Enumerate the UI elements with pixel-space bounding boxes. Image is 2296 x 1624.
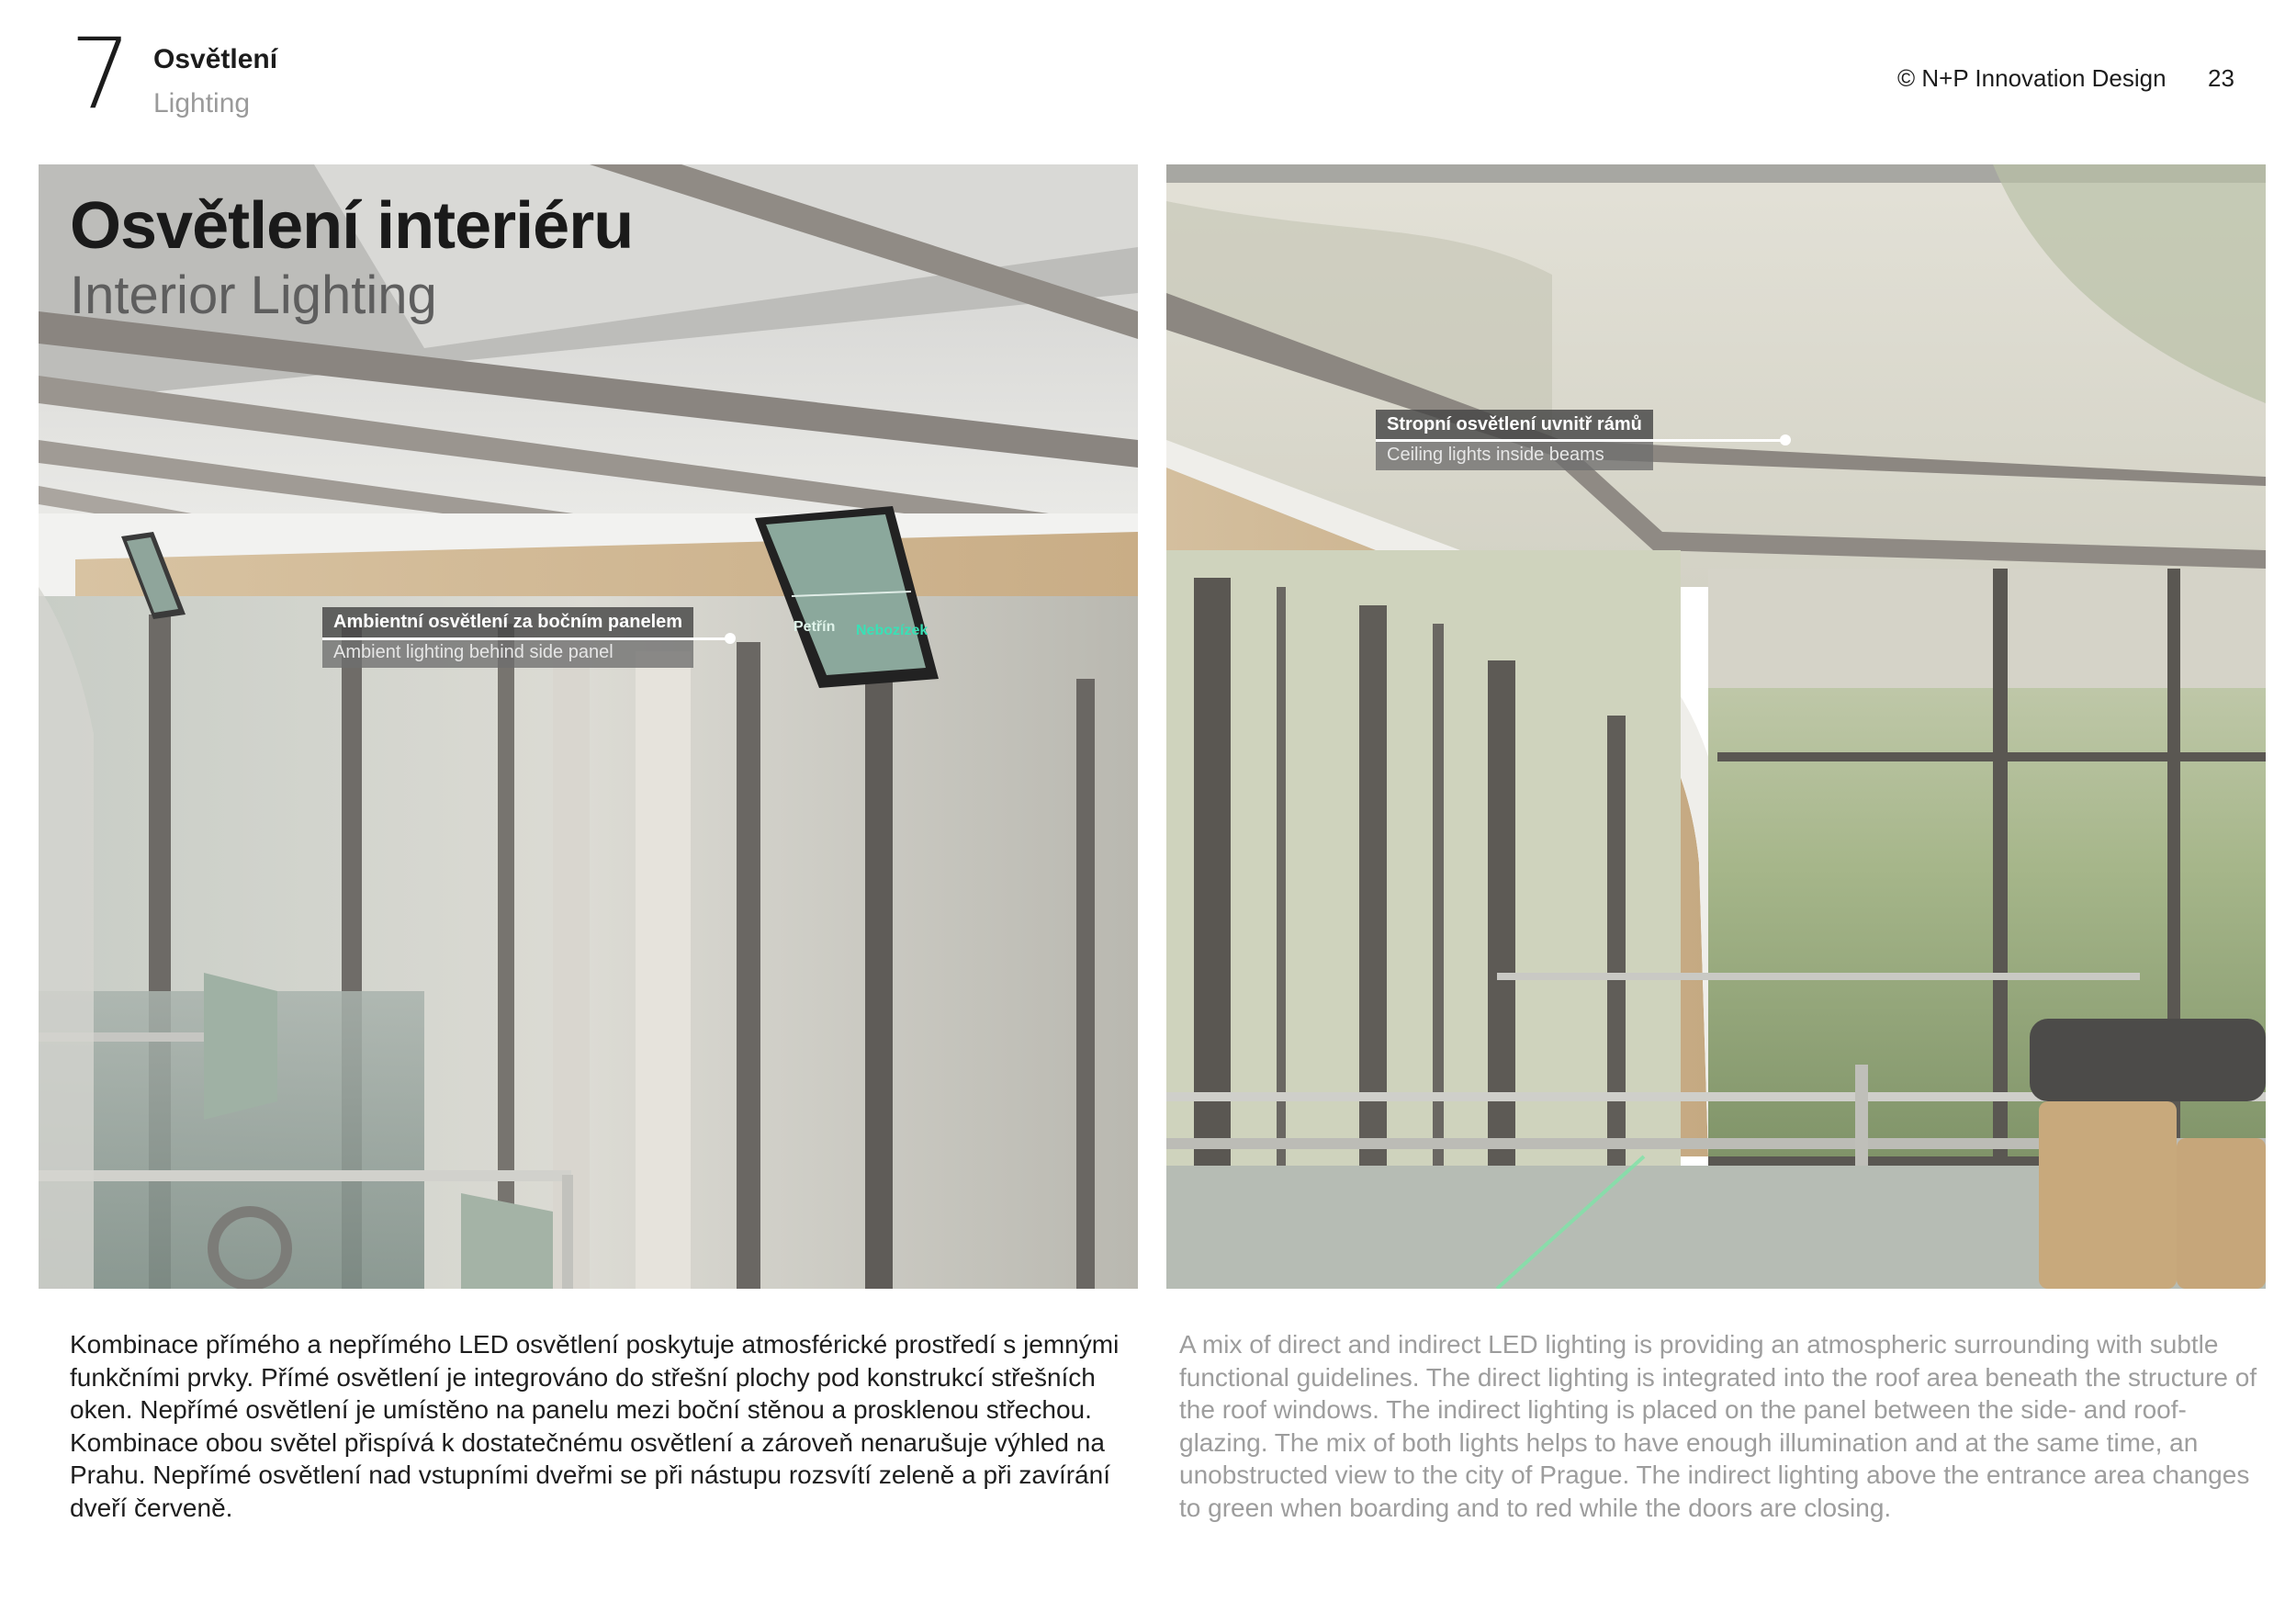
chapter-title-cz: Osvětlení — [153, 44, 278, 74]
callout-ambient-cz: Ambientní osvětlení za bočním panelem — [322, 607, 693, 637]
interior-render-right — [1166, 164, 2266, 1289]
copyright: © N+P Innovation Design — [1897, 64, 2167, 92]
callout-ambient-dot — [725, 633, 736, 644]
callout-ceiling-en: Ceiling lights inside beams — [1376, 440, 1653, 470]
display-stop-right: Nebozízek — [856, 623, 929, 638]
chapter-number: 7 — [70, 17, 132, 130]
chapter-title-en: Lighting — [153, 88, 251, 118]
display-stop-left: Petřín — [793, 619, 836, 635]
cabin-illustration-right — [1166, 164, 2266, 1289]
interior-render-left — [39, 164, 1138, 1289]
callout-ceiling-dot — [1780, 434, 1791, 445]
callout-ceiling-cz: Stropní osvětlení uvnitř rámů — [1376, 410, 1653, 440]
callout-ceiling-line — [1376, 439, 1785, 442]
page-number: 23 — [2208, 64, 2234, 92]
body-text-en: A mix of direct and indirect LED lighting is providing an atmospheric surrounding with subtle functional guidelines. The direct lighting is integrated into the roof area beneath the structure of the roof windows. The indirect lighting is placed on the panel between the side- and roof-glazing. The mix of both lights helps to have enough illumination and at the same time, an unobstructed view to the city of Prague. The indirect lighting above the entrance area changes to green when boarding and to red while the doors are closing. — [1179, 1330, 2257, 1522]
section-title-cz: Osvětlení interiéru — [70, 189, 634, 263]
body-text-cz: Kombinace přímého a nepřímého LED osvětlení poskytuje atmosférické prostředí s jemnými funkčními prvky. Přímé osvětlení je integrováno do střešní plochy pod konstrukcí střešních oken. Nepřímé osvětlení je umístěno na panelu mezi boční stěnou a prosklenou střechou. Kombinace obou světel přispívá k dostatečnému osvětlení a zároveň nenarušuje výhled na Prahu. Nepřímé osvětlení nad vstupními dveřmi se při nástupu rozsvítí zeleně a při zavírání dveří červeně. — [70, 1330, 1120, 1522]
callout-ambient-en: Ambient lighting behind side panel — [322, 637, 693, 668]
cabin-illustration-left — [39, 164, 1138, 1289]
callout-ambient-line — [322, 637, 730, 640]
section-title-en: Interior Lighting — [70, 265, 437, 325]
